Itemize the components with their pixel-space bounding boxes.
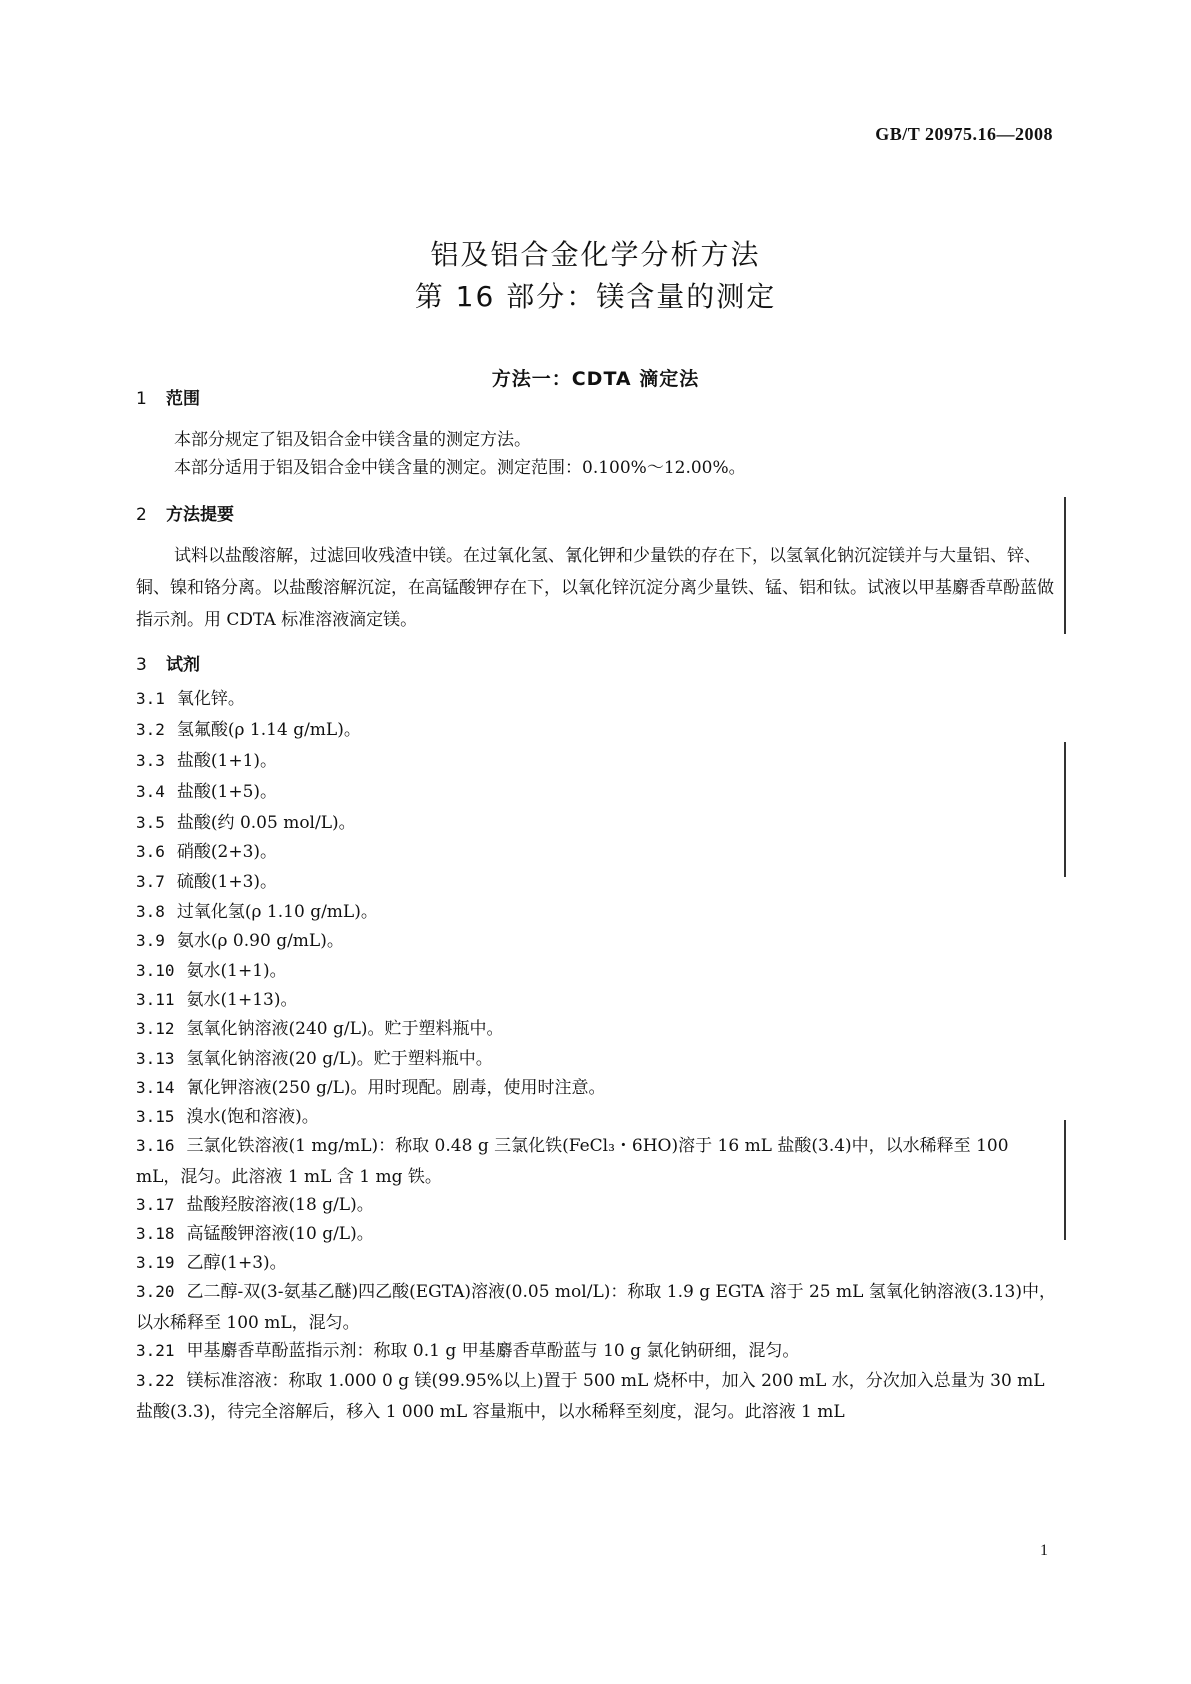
change-bar: [1064, 497, 1066, 634]
reagent-item: 3.13 氢氧化钠溶液(20 g/L)。贮于塑料瓶中。: [136, 1049, 493, 1069]
reagent-item: 3.9 氨水(ρ 0.90 g/mL)。: [136, 931, 344, 951]
reagent-item: 3.7 硫酸(1+3)。: [136, 872, 278, 892]
reagent-item: 3.22 镁标准溶液：称取 1.000 0 g 镁(99.95%以上)置于 500 mL 烧杯中，加入 200 mL 水，分次加入总量为 30 mL 盐酸(3.3)，待完全溶解后，移入 1 000 mL 容量瓶中，以水稀释至刻度，混匀。此溶液 1 mL: [136, 1371, 1045, 1422]
reagent-item: 3.19 乙醇(1+3)。: [136, 1253, 287, 1273]
section-3-title: 试剂: [166, 655, 200, 675]
document-title-line1: 铝及铝合金化学分析方法: [430, 238, 761, 271]
document-title-line2: 第 16 部分：镁含量的测定: [414, 280, 777, 313]
standard-number: GB/T 20975.16—2008: [875, 124, 1053, 144]
section-3-heading: [136, 650, 200, 675]
reagent-item: 3.2 氢氟酸(ρ 1.14 g/mL)。: [136, 720, 361, 740]
method-title: 方法一：CDTA 滴定法: [491, 368, 700, 390]
reagent-item: 3.10 氨水(1+1)。: [136, 961, 287, 981]
reagent-item: 3.8 过氧化氢(ρ 1.10 g/mL)。: [136, 902, 378, 922]
reagent-item: 3.5 盐酸(约 0.05 mol/L)。: [136, 813, 356, 833]
reagent-item: 3.15 溴水(饱和溶液)。: [136, 1107, 319, 1127]
reagent-item: 3.18 高锰酸钾溶液(10 g/L)。: [136, 1224, 374, 1244]
section-2-number: 2: [136, 505, 147, 525]
reagent-item: 3.4 盐酸(1+5)。: [136, 782, 278, 802]
section-3-number: 3: [136, 655, 147, 675]
reagent-item: 3.12 氢氧化钠溶液(240 g/L)。贮于塑料瓶中。: [136, 1019, 504, 1039]
reagent-item: 3.21 甲基麝香草酚蓝指示剂：称取 0.1 g 甲基麝香草酚蓝与 10 g 氯化钠研细，混匀。: [136, 1341, 800, 1361]
change-bar: [1064, 1120, 1066, 1240]
reagent-item: 3.16 三氯化铁溶液(1 mg/mL)：称取 0.48 g 三氯化铁(FeCl₃・6HO)溶于 16 mL 盐酸(3.4)中，以水稀释至 100 mL，混匀。此溶液 1 mL 含 1 mg 铁。: [136, 1136, 1009, 1187]
reagent-item: 3.14 氰化钾溶液(250 g/L)。用时现配。剧毒，使用时注意。: [136, 1078, 606, 1098]
section-2-paragraph-1: 试料以盐酸溶解，过滤回收残渣中镁。在过氧化氢、氰化钾和少量铁的存在下，以氢氧化钠沉淀镁并与大量铝、锌、铜、镍和铬分离。以盐酸溶解沉淀，在高锰酸钾存在下，以氧化锌沉淀分离少量铁、锰、铝和钛。试液以甲基麝香草酚蓝做指示剂。用 CDTA 标准溶液滴定镁。: [136, 546, 1054, 630]
section-1-number: 1: [136, 389, 147, 409]
reagent-item: 3.17 盐酸羟胺溶液(18 g/L)。: [136, 1195, 374, 1215]
section-1-paragraph-1: 本部分规定了铝及铝合金中镁含量的测定方法。: [174, 430, 531, 450]
reagent-item: 3.6 硝酸(2+3)。: [136, 842, 278, 862]
section-1-paragraph-2: 本部分适用于铝及铝合金中镁含量的测定。测定范围：0.100%～12.00%。: [174, 458, 746, 478]
reagent-item: 3.11 氨水(1+13)。: [136, 990, 298, 1010]
section-2-title: 方法提要: [166, 505, 234, 525]
page-number: 1: [1040, 1542, 1048, 1559]
section-2-heading: [136, 500, 234, 525]
reagent-item: 3.1 氧化锌。: [136, 689, 245, 709]
section-1-title: 范围: [166, 389, 200, 409]
reagent-item: 3.20 乙二醇-双(3-氨基乙醚)四乙酸(EGTA)溶液(0.05 mol/L)：称取 1.9 g EGTA 溶于 25 mL 氢氧化钠溶液(3.13)中，以水稀释至 100 mL，混匀。: [136, 1282, 1056, 1333]
reagent-item: 3.3 盐酸(1+1)。: [136, 751, 278, 771]
change-bar: [1064, 742, 1066, 877]
section-1-heading: [136, 384, 200, 409]
